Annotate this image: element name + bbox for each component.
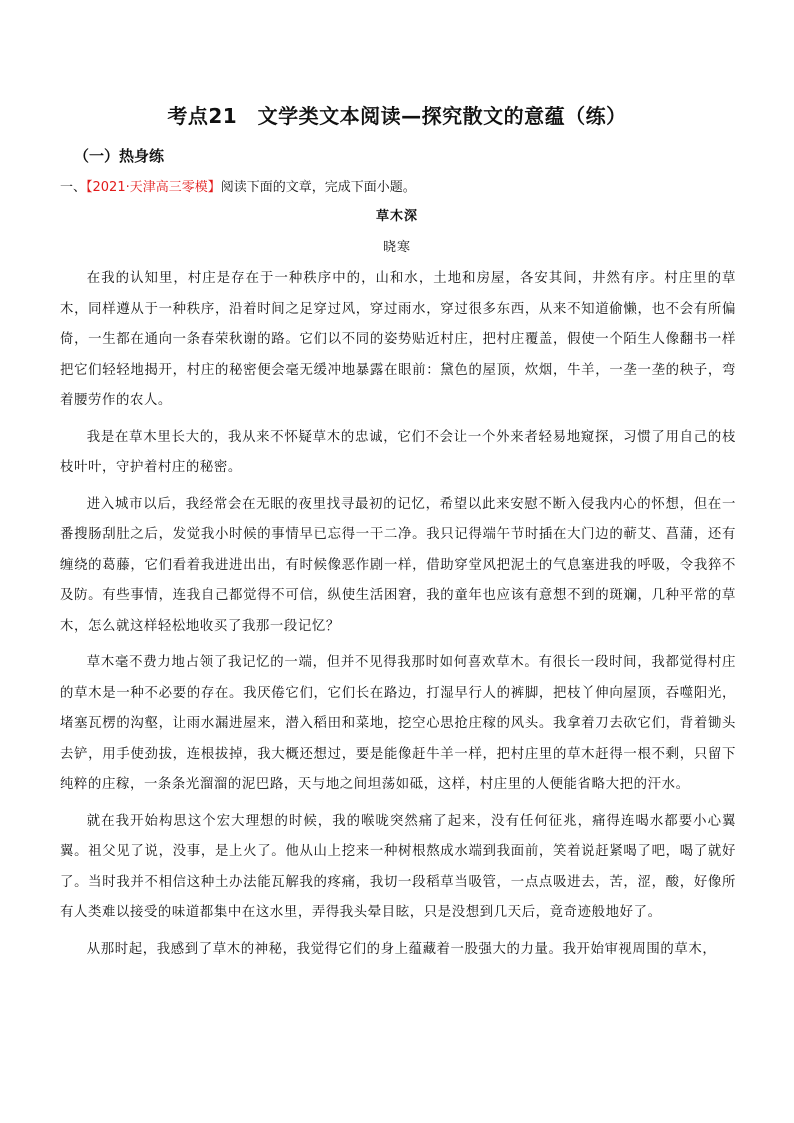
paragraph: 进入城市以后，我经常会在无眠的夜里找寻最初的记忆，希望以此来安慰不断入侵我内心的怀想，但在一番搜肠刮肚之后，发觉我小时候的事情早已忘得一干二净。我只记得端午节时插在大门边的蕲艾、菖蒲，还有缠绕的葛藤，它们看着我进进出出，有时候像恶作剧一样，借助穿堂风把泥土的气息塞进我的呼吸，令我猝不及防。有些事情，连我自己都觉得不可信，纵使生活困窘，我的童年也应该有意想不到的斑斓，几种平常的草木，怎么就这样轻松地收买了我那一段记忆？ <box>60 496 736 634</box>
question-source: 【2021·天津高三零模】 <box>86 180 221 195</box>
document-title: 考点21 文学类文本阅读—探究散文的意蕴（练） <box>167 104 627 128</box>
section-heading: （一）热身练 <box>74 147 165 165</box>
article-author: 晓寒 <box>382 240 411 255</box>
question-line <box>60 176 416 195</box>
paragraph: 草木毫不费力地占领了我记忆的一端，但并不见得我那时如何喜欢草木。有很长一段时间，我都觉得村庄的草木是一种不必要的存在。我厌倦它们，它们长在路边，打湿早行人的裤脚，把枝丫伸向屋顶，吞噬阳光，堵塞瓦楞的沟壑，让雨水漏进屋来，潜入稻田和菜地，挖空心思抢庄稼的风头。我拿着刀去砍它们，背着锄头去铲，用手使劲拔，连根拔掉，我大概还想过，要是能像赶牛羊一样，把村庄里的草木赶得一根不剩，只留下纯粹的庄稼，一条条光溜溜的泥巴路，天与地之间坦荡如砥，这样，村庄里的人便能省略大把的汗水。 <box>60 655 736 792</box>
paragraph: 就在我开始构思这个宏大理想的时候，我的喉咙突然痛了起来，没有任何征兆，痛得连喝水都要小心翼翼。祖父见了说，没事，是上火了。他从山上挖来一种树根熬成水端到我面前，笑着说赶紧喝了吧，喝了就好了。当时我并不相信这种土办法能瓦解我的疼痛，我切一段稻草当吸管，一点点吸进去，苦，涩，酸，好像所有人类难以接受的味道都集中在这水里，弄得我头晕目眩，只是没想到几天后，竟奇迹般地好了。 <box>60 813 736 920</box>
paragraph: 从那时起，我感到了草木的神秘，我觉得它们的身上蕴藏着一股强大的力量。我开始审视周围的草木， <box>86 941 717 957</box>
article-body <box>60 264 736 971</box>
article-title: 草木深 <box>375 209 418 224</box>
paragraph: 我是在草木里长大的，我从来不怀疑草木的忠诚，它们不会让一个外来者轻易地窥探，习惯了用自己的枝枝叶叶，守护着村庄的秘密。 <box>60 429 736 475</box>
paragraph: 在我的认知里，村庄是存在于一种秩序中的，山和水，土地和房屋，各安其间，井然有序。村庄里的草木，同样遵从于一种秩序，沿着时间之足穿过风，穿过雨水，穿过很多东西，从来不知道偷懒，也不会有所偏倚，一生都在通向一条春荣秋谢的路。它们以不同的姿势贴近村庄，把村庄覆盖，假使一个陌生人像翻书一样把它们轻轻地揭开，村庄的秘密便会毫无缓冲地暴露在眼前：黛色的屋顶，炊烟，牛羊，一垄一垄的秧子，弯着腰劳作的农人。 <box>60 271 736 408</box>
question-number: 一、 <box>60 180 87 195</box>
question-instruction: 阅读下面的文章，完成下面小题。 <box>220 180 416 195</box>
